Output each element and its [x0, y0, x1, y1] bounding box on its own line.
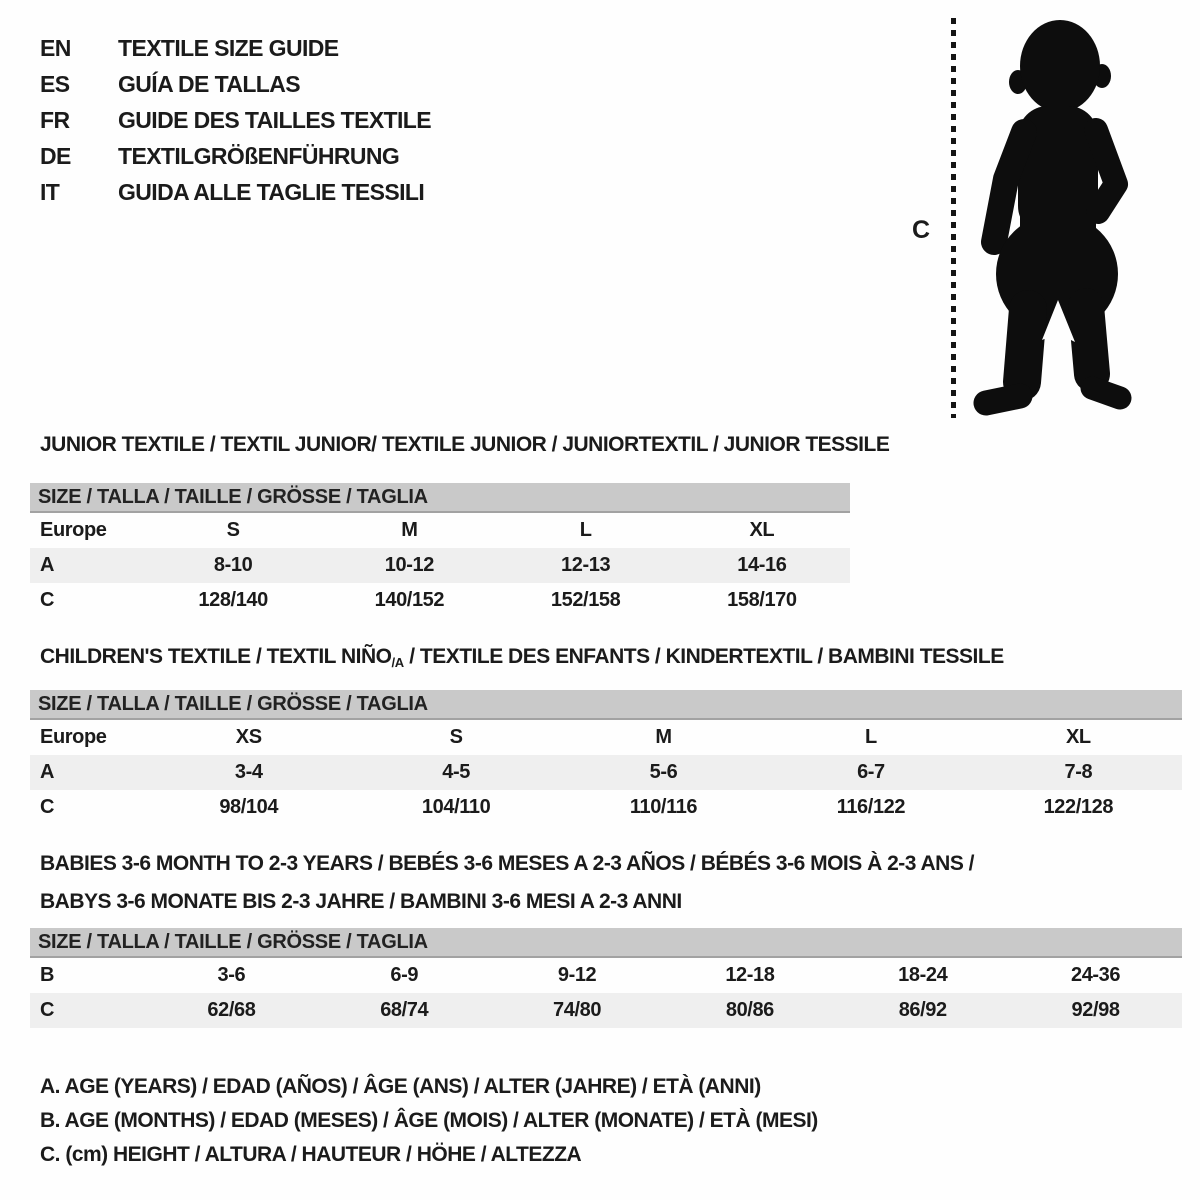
language-code: FR: [40, 106, 70, 133]
language-code: IT: [40, 178, 60, 205]
language-code: DE: [40, 142, 71, 169]
height-measure-dashed-line: [951, 18, 956, 418]
height-value: 158/170: [727, 589, 797, 611]
height-value: 110/116: [629, 796, 698, 818]
height-value: 140/152: [374, 589, 445, 611]
height-measure-label: C: [912, 216, 931, 244]
size-col-xl: XL: [1065, 726, 1091, 748]
size-col-xs: XS: [235, 726, 262, 748]
size-header-label: SIZE / TALLA / TAILLE / GRÖSSE / TAGLIA: [38, 485, 428, 508]
guide-title-en: TEXTILE SIZE GUIDE: [118, 34, 339, 61]
age-value: 8-10: [213, 554, 253, 576]
legend: [40, 1070, 818, 1172]
babies-section-title: [40, 845, 974, 921]
children-title-sub: /A: [391, 655, 404, 670]
months-value: 6-9: [390, 964, 419, 986]
language-row-de: [40, 138, 431, 174]
months-value: 18-24: [898, 964, 948, 986]
height-value: 104/110: [421, 796, 491, 818]
language-row-es: [40, 66, 431, 102]
legend-height-cm: C. (cm) HEIGHT / ALTURA / HAUTEUR / HÖHE / ALTEZZA: [40, 1143, 582, 1166]
months-value: 3-6: [217, 964, 246, 986]
children-title-post: / TEXTILE DES ENFANTS / KINDERTEXTIL / BAMBINI TESSILE: [403, 645, 1004, 668]
size-col-s: S: [226, 519, 240, 541]
height-value: 122/128: [1043, 796, 1114, 818]
guide-title-de: TEXTILGRÖßENFÜHRUNG: [118, 142, 400, 169]
size-header-bar: [30, 690, 1182, 720]
height-value: 86/92: [898, 999, 947, 1021]
guide-title-it: GUIDA ALLE TAGLIE TESSILI: [118, 178, 425, 205]
guide-title-es: GUÍA DE TALLAS: [118, 70, 300, 97]
height-value: 68/74: [380, 999, 429, 1021]
size-col-s: S: [449, 726, 463, 748]
age-value: 3-4: [234, 761, 263, 783]
height-value: 116/122: [836, 796, 906, 818]
language-row-it: [40, 174, 431, 210]
age-value: 14-16: [737, 554, 787, 576]
junior-age-row: [30, 548, 850, 583]
row-label: A: [40, 761, 55, 783]
age-value: 10-12: [384, 554, 434, 576]
legend-age-months: B. AGE (MONTHS) / EDAD (MESES) / ÂGE (MOIS) / ALTER (MONATE) / ETÀ (MESI): [40, 1109, 818, 1132]
age-value: 12-13: [561, 554, 611, 576]
junior-height-row: [30, 583, 850, 618]
children-title-pre: CHILDREN'S TEXTILE / TEXTIL NIÑO: [40, 645, 392, 668]
row-label: C: [40, 589, 55, 611]
months-value: 24-36: [1070, 964, 1121, 986]
language-row-en: [40, 30, 431, 66]
age-value: 4-5: [442, 761, 470, 783]
size-header-label: SIZE / TALLA / TAILLE / GRÖSSE / TAGLIA: [38, 930, 428, 953]
size-header-bar: [30, 483, 850, 513]
language-code: EN: [40, 34, 71, 61]
junior-columns-row: [30, 513, 850, 548]
months-value: 12-18: [725, 964, 775, 986]
children-age-row: [30, 755, 1182, 790]
size-header-label: SIZE / TALLA / TAILLE / GRÖSSE / TAGLIA: [38, 692, 428, 715]
children-section-title: [40, 645, 1004, 669]
height-value: 62/68: [207, 999, 256, 1021]
babies-height-row: [30, 993, 1182, 1028]
babies-months-row: [30, 958, 1182, 993]
size-col-l: L: [865, 726, 877, 748]
region-label: Europe: [40, 726, 107, 748]
height-value: 80/86: [725, 999, 774, 1021]
region-label: Europe: [40, 519, 107, 541]
months-value: 9-12: [557, 964, 597, 986]
size-col-m: M: [401, 519, 418, 541]
language-row-fr: [40, 102, 431, 138]
toddler-silhouette-icon: [962, 14, 1142, 418]
size-col-m: M: [655, 726, 672, 748]
height-value: 92/98: [1071, 999, 1120, 1021]
height-value: 128/140: [198, 589, 268, 611]
guide-title-fr: GUIDE DES TAILLES TEXTILE: [118, 106, 431, 133]
height-value: 98/104: [219, 796, 279, 818]
age-value: 7-8: [1064, 761, 1093, 783]
children-columns-row: [30, 720, 1182, 755]
babies-title-line1: BABIES 3-6 MONTH TO 2-3 YEARS / BEBÉS 3-6 MESES A 2-3 AÑOS / BÉBÉS 3-6 MOIS À 2-3 ANS /: [40, 852, 975, 875]
junior-size-table: [30, 483, 850, 618]
children-height-row: [30, 790, 1182, 825]
size-col-xl: XL: [749, 519, 775, 541]
age-value: 6-7: [857, 761, 885, 783]
size-col-l: L: [579, 519, 592, 541]
size-header-bar: [30, 928, 1182, 958]
age-value: 5-6: [649, 761, 678, 783]
legend-age-years: A. AGE (YEARS) / EDAD (AÑOS) / ÂGE (ANS) / ALTER (JAHRE) / ETÀ (ANNI): [40, 1075, 761, 1098]
junior-section-title: JUNIOR TEXTILE / TEXTIL JUNIOR/ TEXTILE JUNIOR / JUNIORTEXTIL / JUNIOR TESSILE: [40, 433, 890, 456]
children-size-table: [30, 690, 1182, 825]
row-label: C: [40, 999, 55, 1021]
height-value: 74/80: [553, 999, 602, 1021]
row-label: C: [40, 796, 55, 818]
row-label: A: [40, 554, 55, 576]
language-list: [40, 30, 431, 210]
babies-size-table: [30, 928, 1182, 1028]
row-label: B: [40, 964, 55, 986]
height-value: 152/158: [550, 589, 621, 611]
language-code: ES: [40, 70, 70, 97]
babies-title-line2: BABYS 3-6 MONATE BIS 2-3 JAHRE / BAMBINI 3-6 MESI A 2-3 ANNI: [40, 890, 682, 913]
